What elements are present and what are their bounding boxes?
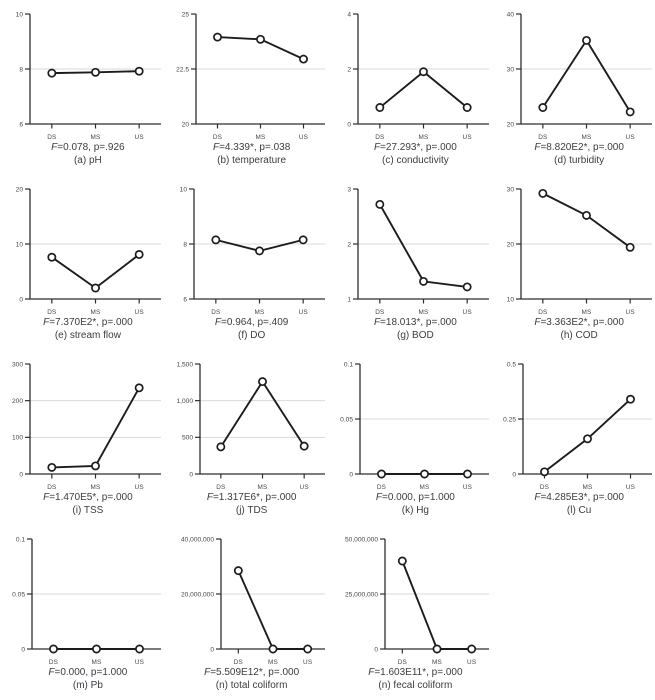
svg-text:20: 20	[15, 186, 23, 194]
stat-rest: =0.000, p=1.000	[54, 667, 128, 678]
f-symbol: F	[375, 492, 382, 503]
stat-line	[12, 667, 164, 680]
stat-rest: =1.603E11*, p=.000	[374, 667, 463, 678]
line-chart	[0, 350, 163, 492]
stat-rest: =4.285E3*, p=.000	[540, 492, 624, 503]
svg-text:DS: DS	[538, 309, 548, 316]
svg-text:100: 100	[11, 434, 23, 442]
chart-panel	[491, 350, 655, 525]
stat-rest: =5.509E12*, p=.000	[210, 667, 300, 678]
f-symbol: F	[43, 317, 50, 328]
panel-caption	[164, 317, 328, 342]
chart-panel	[164, 175, 328, 350]
panel-caption	[328, 142, 492, 167]
line-chart	[491, 175, 654, 317]
panel-label: (c) conductivity	[382, 154, 449, 166]
panel-caption	[0, 142, 164, 167]
svg-text:MS: MS	[418, 309, 428, 316]
stat-rest: =4.339*, p=.038	[219, 142, 291, 153]
line-chart	[164, 525, 327, 667]
stat-line	[176, 667, 328, 680]
svg-text:30: 30	[506, 66, 515, 74]
stat-line	[12, 317, 164, 330]
svg-text:MS: MS	[257, 484, 268, 491]
panel-label: (d) turbidity	[554, 154, 605, 166]
panel-caption	[328, 317, 492, 342]
svg-text:10: 10	[15, 241, 23, 249]
chart-panel	[0, 525, 164, 700]
svg-text:20: 20	[181, 121, 189, 129]
svg-text:0.05: 0.05	[339, 416, 353, 424]
chart-panel	[328, 175, 492, 350]
stat-rest: =18.013*, p=.000	[380, 317, 457, 328]
f-symbol: F	[214, 317, 222, 328]
svg-text:MS: MS	[254, 309, 265, 316]
svg-text:MS: MS	[582, 484, 593, 491]
svg-text:US: US	[299, 484, 309, 491]
stat-line	[176, 492, 328, 505]
svg-text:MS: MS	[267, 659, 278, 666]
line-chart	[164, 350, 327, 492]
stat-rest: =27.293*, p=.000	[380, 142, 457, 153]
svg-text:0: 0	[21, 646, 25, 654]
panel-label: (l) Cu	[566, 504, 592, 516]
stat-rest: =1.317E6*, p=.000	[212, 492, 297, 503]
svg-text:22.5: 22.5	[175, 66, 189, 74]
line-chart	[328, 350, 491, 492]
svg-text:6: 6	[19, 121, 23, 129]
svg-text:10: 10	[179, 186, 187, 194]
svg-text:10: 10	[15, 11, 23, 19]
svg-text:20,000,000: 20,000,000	[180, 591, 214, 599]
svg-text:0: 0	[19, 471, 23, 479]
f-symbol: F	[51, 142, 58, 153]
f-symbol: F	[206, 492, 213, 503]
svg-text:US: US	[134, 484, 144, 491]
f-symbol: F	[534, 317, 541, 328]
stat-rest: =0.078, p=.926	[57, 142, 125, 153]
svg-text:500: 500	[181, 434, 193, 442]
svg-text:MS: MS	[581, 309, 592, 316]
svg-text:0.1: 0.1	[343, 361, 353, 369]
panel-label: (b) temperature	[217, 154, 287, 166]
panel-label: (g) BOD	[397, 329, 434, 341]
svg-text:DS: DS	[376, 484, 386, 491]
chart-panel	[164, 0, 328, 175]
svg-text:2: 2	[346, 241, 351, 249]
svg-text:0: 0	[189, 471, 193, 479]
line-chart	[491, 0, 654, 142]
svg-text:DS: DS	[233, 659, 243, 666]
svg-text:0.5: 0.5	[507, 361, 517, 369]
svg-text:MS: MS	[255, 134, 266, 141]
stat-line	[340, 667, 492, 680]
svg-text:30: 30	[506, 186, 515, 194]
stat-rest: =0.000, p=1.000	[382, 492, 455, 503]
svg-text:US: US	[625, 134, 636, 141]
f-symbol: F	[212, 142, 220, 153]
panel-label: (j) TDS	[235, 504, 268, 516]
svg-text:US: US	[462, 484, 472, 491]
panel-caption	[164, 142, 328, 167]
panel-caption	[491, 317, 655, 342]
svg-text:300: 300	[11, 361, 23, 369]
svg-text:1,000: 1,000	[176, 398, 193, 406]
svg-text:0: 0	[19, 296, 23, 304]
panel-caption	[328, 667, 492, 692]
svg-text:DS: DS	[397, 659, 407, 666]
stat-rest: =8.820E2*, p=.000	[540, 142, 624, 153]
f-symbol: F	[534, 142, 541, 153]
svg-text:40: 40	[506, 11, 515, 19]
f-symbol: F	[534, 492, 541, 503]
line-chart	[0, 0, 163, 142]
panel-label: (i) TSS	[72, 504, 104, 516]
panel-caption	[0, 667, 164, 692]
svg-text:US: US	[298, 309, 308, 316]
line-chart	[0, 175, 163, 317]
stat-line	[340, 142, 492, 155]
stat-line	[176, 317, 328, 330]
panel-caption	[0, 492, 164, 517]
chart-panel	[491, 0, 655, 175]
svg-text:DS: DS	[212, 134, 222, 141]
svg-text:DS: DS	[374, 309, 384, 316]
svg-text:0.25: 0.25	[503, 416, 517, 424]
svg-text:US: US	[625, 309, 636, 316]
svg-text:MS: MS	[90, 484, 101, 491]
panel-caption	[0, 317, 164, 342]
svg-text:8: 8	[19, 66, 23, 74]
svg-text:0: 0	[512, 471, 517, 479]
stat-line	[176, 142, 328, 155]
svg-text:US: US	[302, 659, 313, 666]
svg-text:0.05: 0.05	[12, 591, 25, 599]
chart-panel	[491, 175, 655, 350]
panel-caption	[164, 667, 328, 692]
svg-text:US: US	[462, 309, 472, 316]
svg-text:DS: DS	[210, 309, 221, 316]
svg-text:0.1: 0.1	[15, 536, 25, 544]
svg-text:US: US	[462, 134, 472, 141]
stat-line	[340, 317, 492, 330]
f-symbol: F	[43, 492, 50, 503]
svg-text:0: 0	[210, 646, 214, 654]
stat-rest: =7.370E2*, p=.000	[49, 317, 133, 328]
svg-text:DS: DS	[540, 484, 550, 491]
svg-text:MS: MS	[418, 134, 428, 141]
svg-text:8: 8	[183, 241, 187, 249]
chart-panel	[0, 0, 164, 175]
stat-line	[503, 317, 655, 330]
panel-caption	[328, 492, 492, 517]
svg-text:4: 4	[346, 11, 351, 19]
svg-text:6: 6	[183, 296, 187, 304]
svg-text:US: US	[466, 659, 476, 666]
svg-text:DS: DS	[538, 134, 548, 141]
svg-text:DS: DS	[47, 134, 57, 141]
panel-label: (n) fecal coliform	[378, 679, 453, 691]
svg-text:US: US	[134, 309, 144, 316]
f-symbol: F	[368, 667, 375, 678]
panel-label: (k) Hg	[401, 504, 429, 516]
line-chart	[328, 175, 491, 317]
line-chart	[328, 525, 491, 667]
svg-text:DS: DS	[47, 309, 57, 316]
svg-text:25: 25	[181, 11, 189, 19]
svg-text:0: 0	[348, 471, 353, 479]
stat-rest: =0.964, p=.409	[221, 317, 289, 328]
svg-text:DS: DS	[215, 484, 226, 491]
svg-text:1: 1	[346, 296, 351, 304]
svg-text:MS: MS	[419, 484, 429, 491]
f-symbol: F	[204, 667, 211, 678]
svg-text:MS: MS	[90, 309, 101, 316]
f-symbol: F	[373, 142, 381, 153]
chart-panel	[164, 525, 328, 700]
f-symbol: F	[373, 317, 381, 328]
svg-text:200: 200	[11, 398, 23, 406]
stat-line	[12, 142, 164, 155]
svg-text:MS: MS	[431, 659, 442, 666]
chart-panel	[328, 0, 492, 175]
panel-label: (f) DO	[238, 329, 266, 341]
svg-text:2: 2	[346, 66, 351, 74]
panel-label: (h) COD	[560, 329, 598, 341]
svg-text:20: 20	[506, 121, 515, 129]
chart-panel	[164, 350, 328, 525]
svg-text:0: 0	[346, 121, 351, 129]
line-chart	[164, 175, 327, 317]
svg-text:DS: DS	[48, 659, 59, 666]
panel-caption	[491, 142, 655, 167]
svg-text:DS: DS	[374, 134, 384, 141]
svg-text:20: 20	[506, 241, 515, 249]
line-chart	[164, 0, 327, 142]
panel-label: (a) pH	[73, 154, 102, 166]
chart-panel	[328, 525, 492, 700]
svg-text:10: 10	[506, 296, 515, 304]
stat-rest: =1.470E5*, p=.000	[49, 492, 133, 503]
stat-line	[503, 492, 655, 505]
svg-text:3: 3	[346, 186, 351, 194]
line-chart	[491, 350, 654, 492]
svg-text:US: US	[134, 134, 144, 141]
stat-line	[12, 492, 164, 505]
svg-text:MS: MS	[91, 659, 102, 666]
stat-line	[340, 492, 492, 505]
line-chart	[328, 0, 491, 142]
svg-text:25,000,000: 25,000,000	[344, 591, 378, 599]
f-symbol: F	[48, 667, 55, 678]
stat-line	[503, 142, 655, 155]
svg-text:US: US	[626, 484, 636, 491]
stat-rest: =3.363E2*, p=.000	[540, 317, 624, 328]
svg-text:US: US	[298, 134, 308, 141]
chart-panel	[0, 175, 164, 350]
svg-text:DS: DS	[47, 484, 57, 491]
svg-text:40,000,000: 40,000,000	[180, 536, 214, 544]
svg-text:US: US	[134, 659, 145, 666]
panel-label: (n) total coliform	[215, 679, 288, 691]
panel-label: (e) stream flow	[54, 329, 121, 341]
line-chart	[0, 525, 163, 667]
svg-text:MS: MS	[90, 134, 101, 141]
svg-text:MS: MS	[581, 134, 592, 141]
panel-label: (m) Pb	[72, 679, 103, 691]
svg-text:0: 0	[373, 646, 378, 654]
panel-caption	[164, 492, 328, 517]
chart-panel	[0, 350, 164, 525]
svg-text:1,500: 1,500	[176, 361, 193, 369]
panel-caption	[491, 492, 655, 517]
svg-text:50,000,000: 50,000,000	[344, 536, 378, 544]
chart-panel	[328, 350, 492, 525]
